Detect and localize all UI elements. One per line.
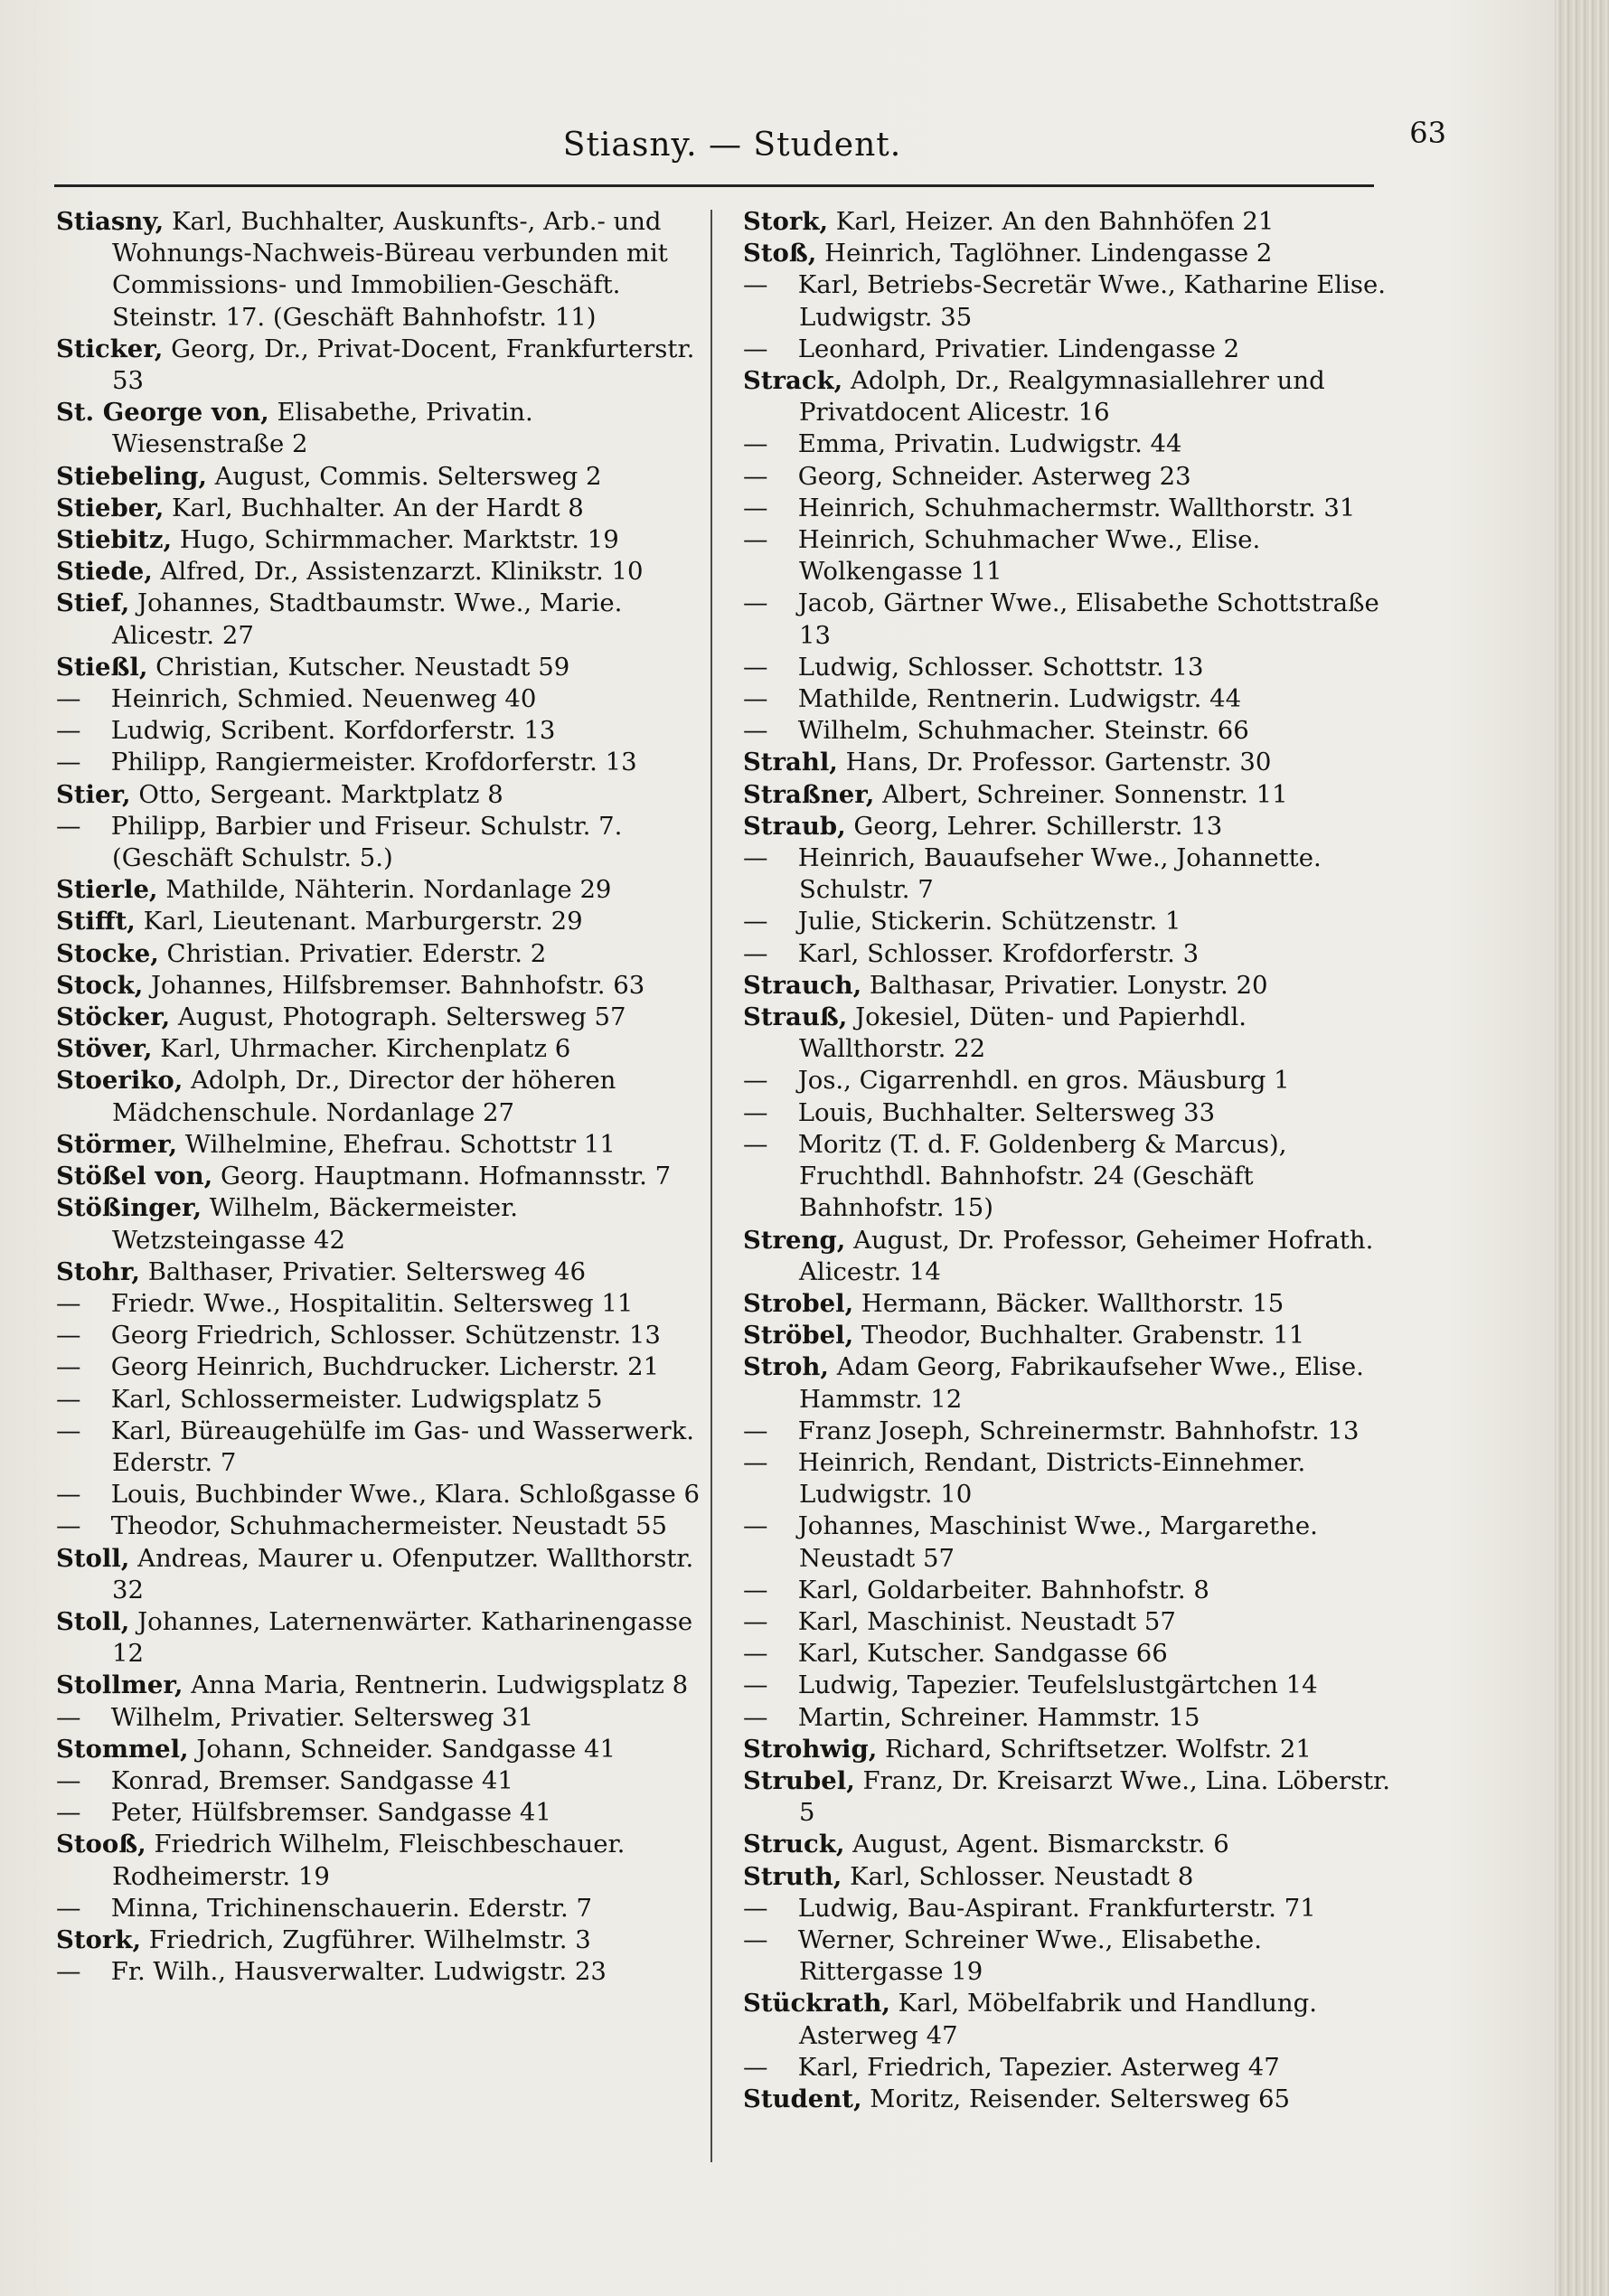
directory-entry [56,747,707,778]
entry-surname: Stoeriko, [56,1066,183,1096]
directory-entry [743,938,1394,970]
directory-entry [743,428,1394,460]
directory-entry [56,1129,707,1161]
ditto-dash: — [743,461,768,491]
ditto-dash: — [56,716,81,746]
entry-details: Georg. Hauptmann. Hofmannsstr. 7 [212,1162,672,1191]
entry-details: Johann, Schneider. Sandgasse 41 [188,1734,616,1764]
directory-entry [56,970,707,1002]
ditto-dash: — [743,334,768,363]
entry-details: Philipp, Rangiermeister. Krofdorferstr. 13 [103,748,637,777]
directory-entry [743,1447,1394,1510]
entry-details: Georg, Lehrer. Schillerstr. 13 [845,811,1223,841]
entry-details: Peter, Hülfsbremser. Sandgasse 41 [103,1798,551,1828]
entry-surname: Straub, [743,811,846,841]
ditto-dash: — [743,588,768,618]
ditto-dash: — [743,1416,768,1445]
entry-surname: Stohr, [56,1256,140,1286]
directory-entry [56,1510,707,1542]
entry-details: Moritz, Reisender. Seltersweg 65 [861,2084,1290,2113]
entry-surname: Stiasny, [56,207,165,236]
entry-details: Karl, Büreaugehülfe im Gas- und Wasserwerk. Ederstr. 7 [103,1416,695,1477]
entry-details: August, Agent. Bismarckstr. 6 [844,1830,1229,1859]
directory-entry [56,1479,707,1510]
entry-details: Albert, Schreiner. Sonnenstr. 11 [874,779,1288,809]
entry-surname: Stößel von, [56,1162,213,1191]
entry-surname: Stork, [56,1924,142,1954]
entry-details: Leonhard, Privatier. Lindengasse 2 [790,334,1240,363]
directory-entry [743,1575,1394,1606]
entry-details: Elisabethe, Privatin. Wiesenstraße 2 [112,398,533,459]
entry-details: Friedr. Wwe., Hospitalitin. Seltersweg 11 [103,1288,634,1318]
entry-details: Alfred, Dr., Assistenzarzt. Klinikstr. 10 [152,557,644,587]
directory-entry [56,906,707,937]
entry-surname: Stooß, [56,1830,146,1859]
entry-surname: Stifft, [56,907,136,936]
directory-entry [743,747,1394,778]
entry-details: Konrad, Bremser. Sandgasse 41 [103,1765,513,1795]
directory-entry [56,1320,707,1351]
entry-surname: Stieber, [56,493,165,522]
directory-entry [743,365,1394,428]
directory-entry [743,1606,1394,1638]
ditto-dash: — [56,1893,81,1923]
directory-entry [743,2052,1394,2084]
ditto-dash: — [743,1606,768,1636]
ditto-dash: — [743,493,768,522]
directory-entry [56,588,707,651]
ditto-dash: — [56,684,81,714]
entry-details: Karl, Betriebs-Secretär Wwe., Katharine Elise. Ludwigstr. 35 [790,270,1386,332]
ditto-dash: — [56,1798,81,1828]
directory-entry [743,1702,1394,1734]
entry-details: Heinrich, Rendant, Districts-Einnehmer. Ludwigstr. 10 [790,1447,1306,1510]
directory-entry [743,652,1394,683]
ditto-dash: — [743,2052,768,2082]
ditto-dash: — [743,1097,768,1127]
entry-details: Wilhelm, Bäckermeister. Wetzsteingasse 42 [112,1193,519,1255]
directory-entry [56,1192,707,1256]
entry-surname: Struth, [743,1861,842,1891]
directory-entry [56,1256,707,1288]
entry-details: Louis, Buchhalter. Seltersweg 33 [790,1097,1216,1127]
entry-details: Jos., Cigarrenhdl. en gros. Mäusburg 1 [790,1066,1290,1096]
directory-entry [56,1384,707,1416]
left-column [56,206,707,1988]
entry-surname: Sticker, [56,334,164,363]
directory-entry [56,715,707,747]
ditto-dash: — [56,1511,81,1541]
directory-entry [743,1829,1394,1860]
directory-entry [743,269,1394,333]
entry-details: Martin, Schreiner. Hammstr. 15 [790,1702,1200,1732]
entry-details: Karl, Schlosser. Krofdorferstr. 3 [790,938,1200,968]
entry-surname: Stief, [56,588,130,618]
directory-entry [743,1510,1394,1574]
header-rule [54,184,1374,187]
entry-surname: Strahl, [743,748,838,777]
directory-entry [56,493,707,524]
directory-entry [56,556,707,588]
entry-details: August, Dr. Professor, Geheimer Hofrath. Alicestr. 14 [799,1225,1374,1286]
entry-surname: Stoll, [56,1543,130,1573]
directory-entry [56,1351,707,1383]
entry-details: Johannes, Stadtbaumstr. Wwe., Marie. Alicestr. 27 [112,588,623,650]
entry-details: Werner, Schreiner Wwe., Elisabethe. Rittergasse 19 [790,1924,1262,1987]
directory-entry [743,1320,1394,1351]
ditto-dash: — [743,1066,768,1096]
entry-surname: Stückrath, [743,1989,890,2018]
entry-details: August, Photograph. Seltersweg 57 [170,1002,626,1032]
entry-details: Otto, Sergeant. Marktplatz 8 [130,779,503,809]
entry-surname: Stiede, [56,557,153,587]
entry-surname: Stocke, [56,938,159,968]
entry-details: Karl, Goldarbeiter. Bahnhofstr. 8 [790,1575,1209,1604]
entry-surname: Streng, [743,1225,846,1255]
entry-surname: Stießl, [56,652,148,682]
entry-details: Karl, Schlossermeister. Ludwigsplatz 5 [103,1384,603,1414]
entry-surname: Strauß, [743,1002,848,1032]
ditto-dash: — [56,748,81,777]
entry-details: Karl, Buchhalter. An der Hardt 8 [164,493,584,522]
entry-surname: Strohwig, [743,1734,878,1764]
directory-entry [56,1065,707,1128]
directory-entry [743,970,1394,1002]
directory-entry [743,1765,1394,1829]
directory-entry [743,1924,1394,1988]
ditto-dash: — [56,1321,81,1350]
directory-entry [56,938,707,970]
entry-details: Franz Joseph, Schreinermstr. Bahnhofstr. 13 [790,1416,1360,1445]
ditto-dash: — [743,938,768,968]
directory-entry [56,874,707,906]
entry-details: Hugo, Schirmmacher. Marktstr. 19 [172,525,619,555]
entry-surname: Student, [743,2084,862,2113]
entry-surname: Struck, [743,1830,845,1859]
directory-entry [56,811,707,874]
entry-surname: Stock, [56,970,144,1000]
entry-surname: Stork, [743,207,829,236]
ditto-dash: — [743,429,768,459]
directory-entry [743,1416,1394,1447]
right-column [743,206,1394,2115]
entry-details: Hans, Dr. Professor. Gartenstr. 30 [837,748,1272,777]
entry-surname: Stierle, [56,875,158,905]
directory-entry [743,1351,1394,1415]
entry-details: Christian. Privatier. Ederstr. 2 [158,938,547,968]
directory-entry [743,2084,1394,2115]
directory-entry [56,652,707,683]
ditto-dash: — [743,1447,768,1477]
entry-surname: Strack, [743,366,843,396]
directory-entry [56,1702,707,1734]
entry-details: Karl, Schlosser. Neustadt 8 [842,1861,1194,1891]
directory-entry [743,238,1394,269]
directory-entry [743,842,1394,906]
page-header [54,116,1446,188]
entry-details: Balthaser, Privatier. Seltersweg 46 [139,1256,587,1286]
directory-entry [743,779,1394,811]
directory-entry [743,334,1394,365]
directory-entry [56,1829,707,1892]
directory-entry [743,906,1394,937]
entry-details: Ludwig, Scribent. Korfdorferstr. 13 [103,716,556,746]
entry-surname: Strubel, [743,1765,855,1795]
entry-details: Wilhelmine, Ehefrau. Schottstr 11 [177,1129,616,1159]
entry-details: Mathilde, Nähterin. Nordanlage 29 [157,875,612,905]
entry-surname: Stöcker, [56,1002,171,1032]
ditto-dash: — [743,525,768,555]
directory-entry [56,461,707,493]
column-divider [710,210,712,2162]
ditto-dash: — [743,652,768,682]
entry-details: Moritz (T. d. F. Goldenberg & Marcus), Fruchthdl. Bahnhofstr. 24 (Geschäft Bahnhofstr. 15) [790,1129,1287,1223]
entry-details: Balthasar, Privatier. Lonystr. 20 [861,970,1268,1000]
ditto-dash: — [743,1893,768,1923]
running-title: Stiasny. — Student. [562,127,902,164]
entry-surname: Ströbel, [743,1321,854,1350]
entry-surname: Stommel, [56,1734,189,1764]
ditto-dash: — [743,684,768,714]
entry-details: Friedrich, Zugführer. Wilhelmstr. 3 [141,1924,591,1954]
ditto-dash: — [743,1670,768,1700]
ditto-dash: — [56,1416,81,1445]
entry-surname: Stiebeling, [56,461,207,491]
ditto-dash: — [56,1480,81,1510]
ditto-dash: — [743,270,768,300]
entry-details: Karl, Maschinist. Neustadt 57 [790,1606,1176,1636]
entry-surname: Strauch, [743,970,862,1000]
entry-surname: Störmer, [56,1129,178,1159]
directory-entry [743,683,1394,715]
entry-details: Julie, Stickerin. Schützenstr. 1 [790,907,1181,936]
directory-entry [743,1670,1394,1701]
directory-entry [56,524,707,556]
directory-entry [743,715,1394,747]
entry-details: Johannes, Hilfsbremser. Bahnhofstr. 63 [143,970,645,1000]
ditto-dash: — [743,1702,768,1732]
directory-entry [56,1924,707,1956]
directory-entry [56,334,707,397]
entry-details: Heinrich, Schuhmacher Wwe., Elise. Wolkengasse 11 [790,525,1261,587]
directory-entry [743,1288,1394,1320]
page-number: 63 [1409,116,1446,150]
directory-entry [743,811,1394,842]
directory-entry [743,1638,1394,1670]
ditto-dash: — [56,1352,81,1382]
directory-entry [743,1893,1394,1924]
entry-details: Franz, Dr. Kreisarzt Wwe., Lina. Löberstr. 5 [799,1765,1391,1828]
entry-details: Heinrich, Taglöhner. Lindengasse 2 [816,239,1273,268]
directory-entry [743,1002,1394,1065]
entry-details: Ludwig, Schlosser. Schottstr. 13 [790,652,1204,682]
entry-surname: Stößinger, [56,1193,202,1223]
ditto-dash: — [56,1765,81,1795]
directory-entry [56,1956,707,1988]
entry-details: Philipp, Barbier und Friseur. Schulstr. 7. (Geschäft Schulstr. 5.) [103,811,623,873]
entry-details: Karl, Kutscher. Sandgasse 66 [790,1639,1168,1669]
entry-details: Emma, Privatin. Ludwigstr. 44 [790,429,1182,459]
entry-details: Minna, Trichinenschauerin. Ederstr. 7 [103,1893,592,1923]
directory-entry [56,1288,707,1320]
directory-entry [56,1797,707,1829]
entry-surname: Stoß, [743,239,817,268]
entry-details: Heinrich, Bauaufseher Wwe., Johannette. Schulstr. 7 [790,843,1322,905]
directory-entry [743,461,1394,493]
entry-details: Georg Friedrich, Schlosser. Schützenstr. 13 [103,1321,661,1350]
page-edge [1555,0,1609,2296]
entry-details: Jacob, Gärtner Wwe., Elisabethe Schottstraße 13 [790,588,1379,650]
entry-details: Hermann, Bäcker. Wallthorstr. 15 [853,1288,1284,1318]
directory-entry [56,683,707,715]
entry-details: Louis, Buchbinder Wwe., Klara. Schloßgasse 6 [103,1480,701,1510]
entry-surname: Stroh, [743,1352,829,1382]
directory-entry [56,1543,707,1606]
entry-details: Karl, Möbelfabrik und Handlung. Asterweg 47 [799,1989,1317,2050]
directory-entry [743,1988,1394,2051]
entry-details: Andreas, Maurer u. Ofenputzer. Wallthorstr. 32 [112,1543,694,1604]
ditto-dash: — [743,1575,768,1604]
directory-entry [56,1161,707,1192]
directory-entry [56,1033,707,1065]
entry-details: Johannes, Maschinist Wwe., Margarethe. Neustadt 57 [790,1511,1318,1573]
directory-entry [743,1129,1394,1225]
directory-entry [743,1065,1394,1096]
entry-details: Georg, Schneider. Asterweg 23 [790,461,1191,491]
directory-entry [743,1225,1394,1288]
entry-details: August, Commis. Seltersweg 2 [206,461,602,491]
entry-details: Adolph, Dr., Director der höheren Mädchenschule. Nordanlage 27 [112,1066,616,1127]
entry-details: Johannes, Laternenwärter. Katharinengasse 12 [112,1606,693,1669]
entry-details: Georg, Dr., Privat-Docent, Frankfurterstr. 53 [112,334,695,396]
entry-details: Karl, Heizer. An den Bahnhöfen 21 [828,207,1275,236]
directory-entry [743,1861,1394,1893]
entry-details: Adolph, Dr., Realgymnasiallehrer und Privatdocent Alicestr. 16 [799,366,1325,428]
directory-entry [743,1734,1394,1765]
directory-entry [56,397,707,460]
directory-entry [56,1893,707,1924]
entry-surname: Stollmer, [56,1670,183,1700]
entry-details: Wilhelm, Privatier. Seltersweg 31 [103,1702,534,1732]
entry-surname: Stöver, [56,1034,153,1064]
ditto-dash: — [56,1957,81,1987]
ditto-dash: — [743,1511,768,1541]
ditto-dash: — [743,1639,768,1669]
entry-details: Christian, Kutscher. Neustadt 59 [147,652,570,682]
entry-details: Fr. Wilh., Hausverwalter. Ludwigstr. 23 [103,1957,607,1987]
entry-details: Wilhelm, Schuhmacher. Steinstr. 66 [790,716,1249,746]
directory-entry [743,493,1394,524]
directory-entry [56,1734,707,1765]
entry-details: Heinrich, Schuhmachermstr. Wallthorstr. 31 [790,493,1356,522]
entry-details: Ludwig, Bau-Aspirant. Frankfurterstr. 71 [790,1893,1316,1923]
directory-entry [56,1670,707,1701]
directory-entry [743,524,1394,588]
entry-details: Ludwig, Tapezier. Teufelslustgärtchen 14 [790,1670,1318,1700]
entry-details: Karl, Lieutenant. Marburgerstr. 29 [135,907,583,936]
entry-details: Karl, Buchhalter, Auskunfts-, Arb.- und Wohnungs-Nachweis-Büreau verbunden mit Commissions- und Immobilien-Geschäft. Steinstr. 17. (Geschäft Bahnhofstr. 11) [112,207,668,332]
directory-entry [56,779,707,811]
directory-entry [56,1002,707,1033]
entry-details: Mathilde, Rentnerin. Ludwigstr. 44 [790,684,1242,714]
entry-details: Theodor, Schuhmachermeister. Neustadt 55 [103,1511,667,1541]
entry-details: Georg Heinrich, Buchdrucker. Licherstr. 21 [103,1352,660,1382]
entry-surname: Strobel, [743,1288,854,1318]
entry-surname: Stier, [56,779,131,809]
entry-details: Karl, Uhrmacher. Kirchenplatz 6 [152,1034,571,1064]
directory-entry [56,1416,707,1479]
ditto-dash: — [56,1384,81,1414]
ditto-dash: — [56,1288,81,1318]
directory-entry [56,1606,707,1670]
entry-details: Karl, Friedrich, Tapezier. Asterweg 47 [790,2052,1280,2082]
directory-entry [743,1097,1394,1129]
entry-surname: Stiebitz, [56,525,173,555]
entry-surname: Stoll, [56,1606,130,1636]
directory-entry [56,206,707,334]
entry-details: Jokesiel, Düten- und Papierhdl. Wallthorstr. 22 [799,1002,1247,1064]
ditto-dash: — [743,843,768,873]
ditto-dash: — [56,811,81,841]
entry-details: Friedrich Wilhelm, Fleischbeschauer. Rodheimerstr. 19 [112,1830,626,1891]
entry-details: Anna Maria, Rentnerin. Ludwigsplatz 8 [183,1670,689,1700]
directory-entry [56,1765,707,1797]
ditto-dash: — [743,1924,768,1954]
entry-surname: St. George von, [56,398,269,428]
entry-surname: Straßner, [743,779,875,809]
ditto-dash: — [56,1702,81,1732]
entry-details: Theodor, Buchhalter. Grabenstr. 11 [853,1321,1305,1350]
entry-details: Adam Georg, Fabrikaufseher Wwe., Elise. Hammstr. 12 [799,1352,1364,1414]
directory-entry [743,588,1394,651]
entry-details: Richard, Schriftsetzer. Wolfstr. 21 [877,1734,1312,1764]
entry-details: Heinrich, Schmied. Neuenweg 40 [103,684,537,714]
ditto-dash: — [743,1129,768,1159]
ditto-dash: — [743,716,768,746]
directory-entry [743,206,1394,238]
ditto-dash: — [743,907,768,936]
